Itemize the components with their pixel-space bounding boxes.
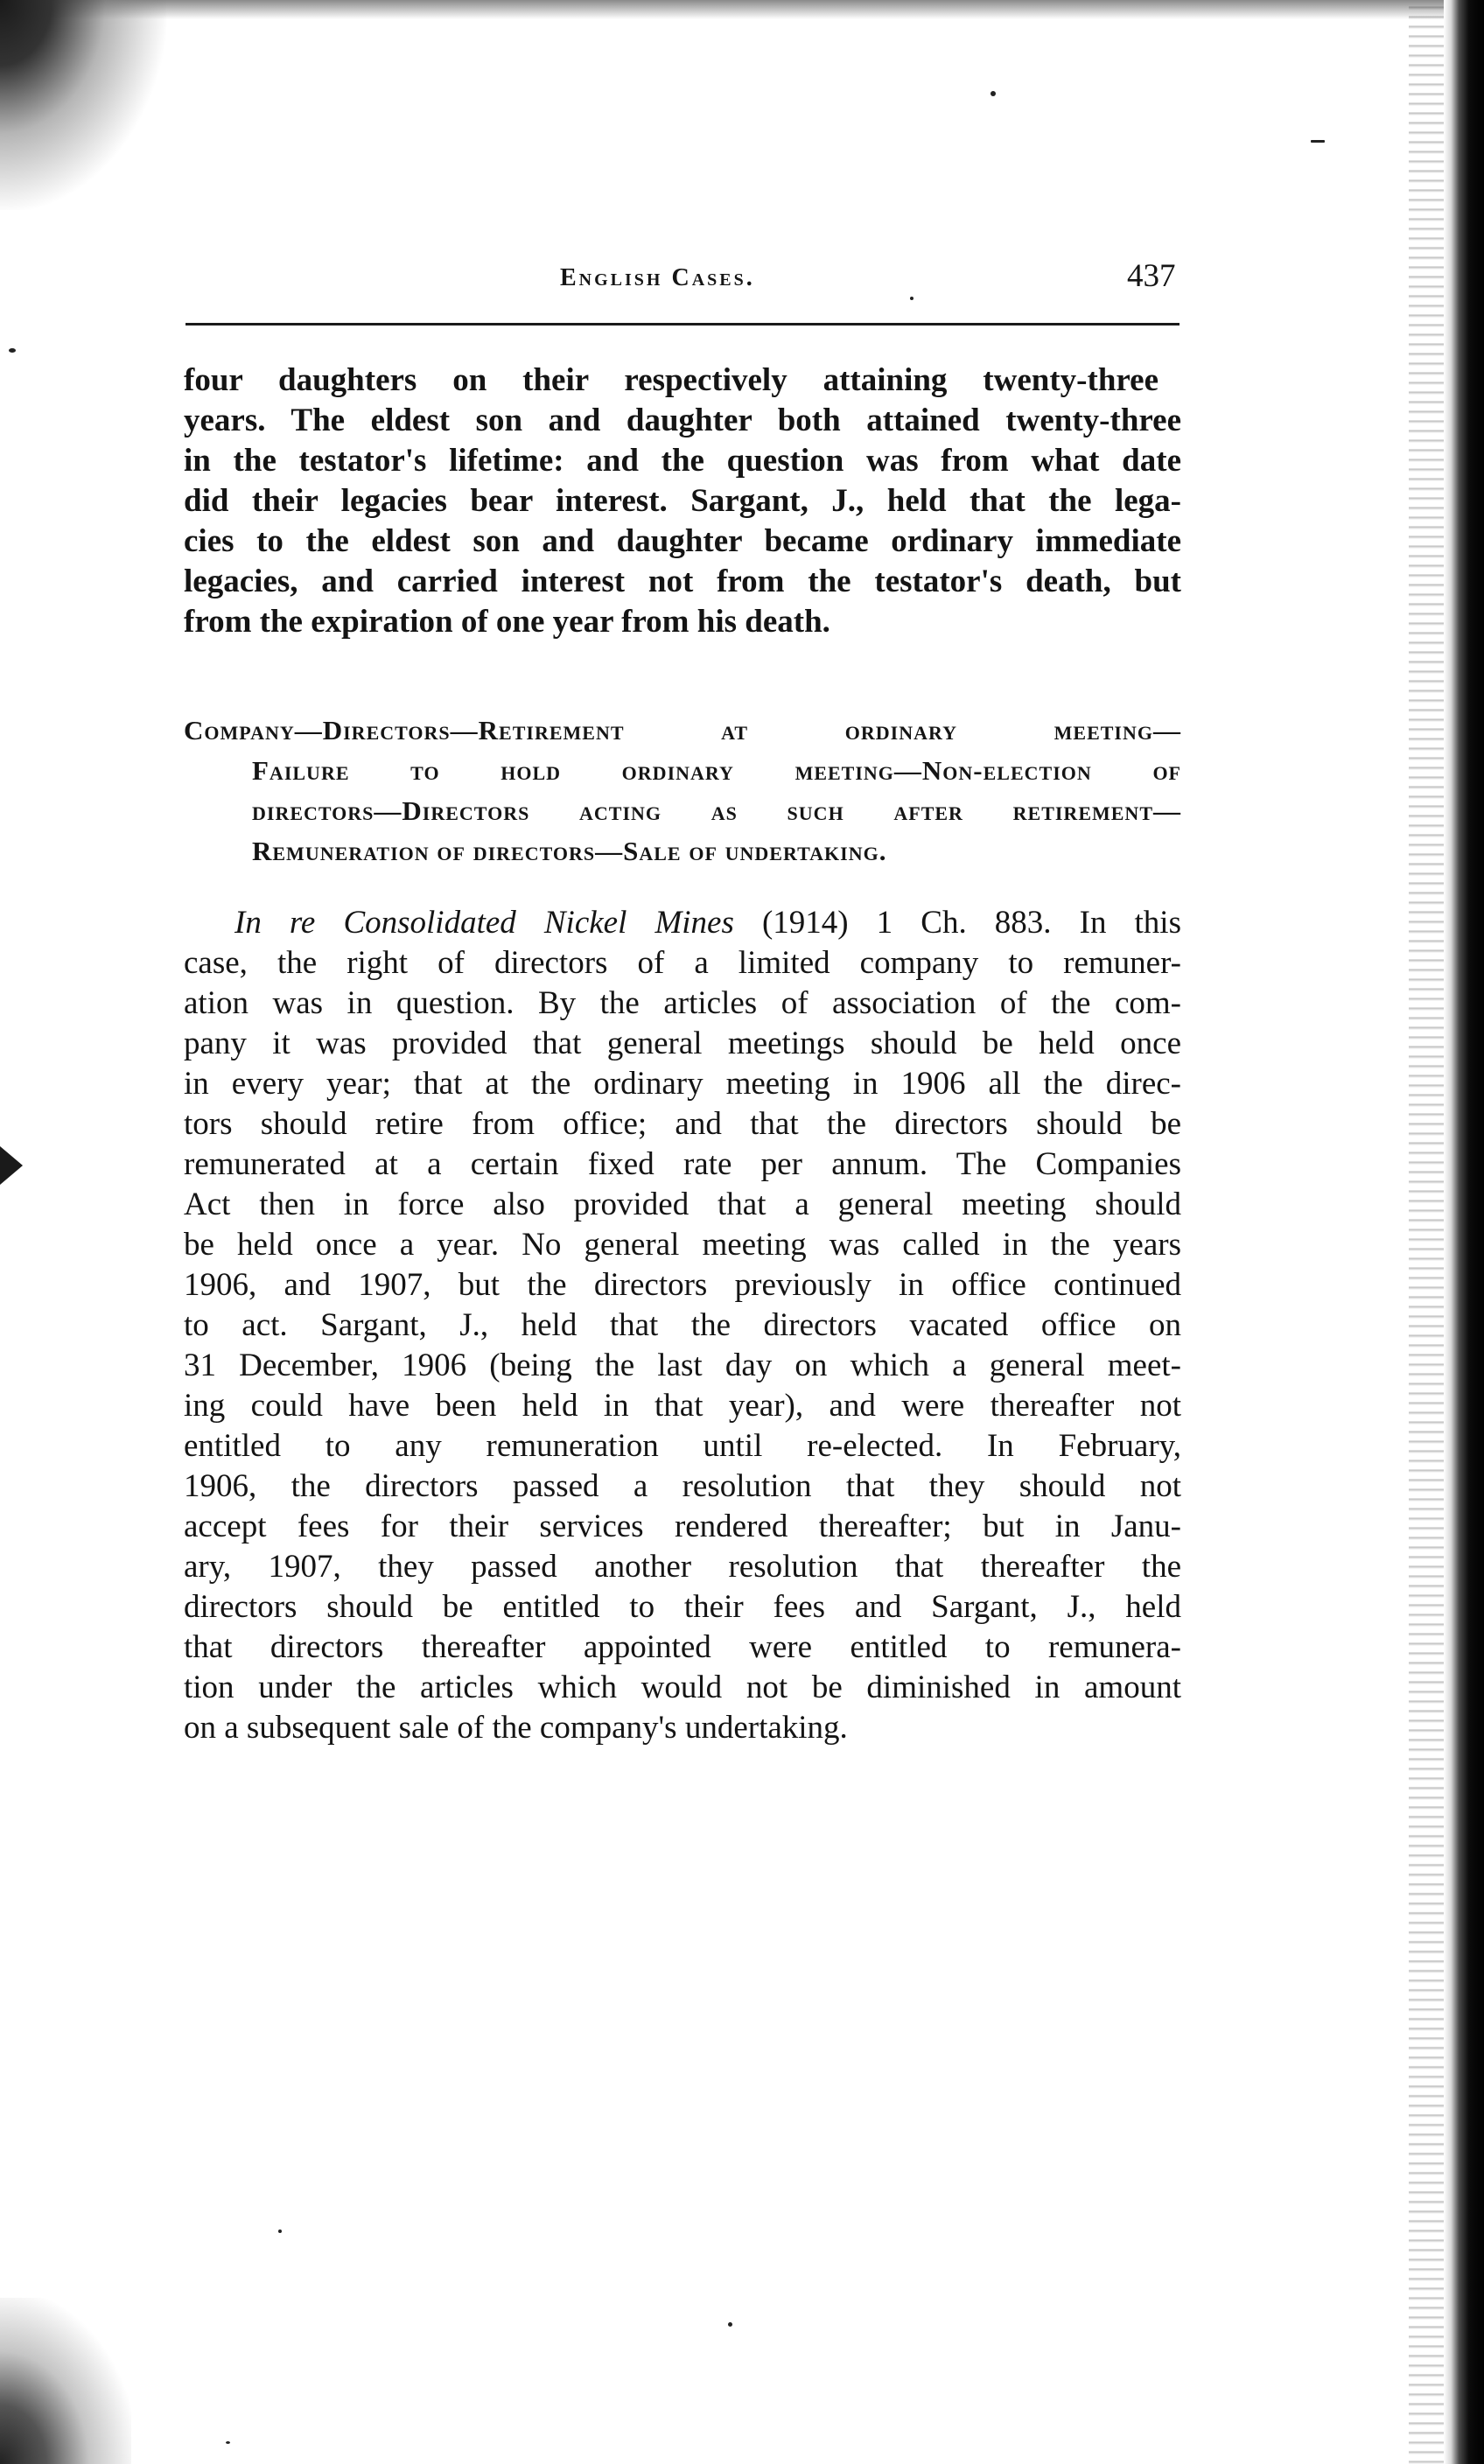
paragraph-line: that directors thereafter appointed were entitled to remunera- (184, 1629, 1181, 1665)
paragraph-line: tors should retire from office; and that the directors should be (184, 1106, 1181, 1142)
scan-corner-bottom-left (0, 2298, 131, 2464)
paragraph-line: 31 December, 1906 (being the last day on which a general meet- (184, 1348, 1181, 1383)
paragraph-line: ation was in question. By the articles of association of the com- (184, 985, 1181, 1021)
scan-top-edge (0, 0, 1484, 19)
paragraph-line: to act. Sargant, J., held that the directors vacated office on (184, 1307, 1181, 1343)
paragraph-line: tion under the articles which would not be diminished in amount (184, 1670, 1181, 1705)
case-citation: (1914) 1 Ch. 883. In this (733, 905, 1181, 941)
scan-speck (226, 2441, 230, 2444)
paragraph-line: remunerated at a certain fixed rate per annum. The Companies (184, 1146, 1181, 1182)
paragraph-line: be held once a year. No general meeting was called in the years (184, 1227, 1181, 1263)
page-number: 437 (1127, 258, 1176, 294)
scan-speck (1311, 140, 1325, 143)
paragraph-line: in every year; that at the ordinary meeting in 1906 all the direc- (184, 1066, 1181, 1102)
paragraph-line: directors should be entitled to their fees and Sargant, J., held (184, 1589, 1181, 1625)
paragraph-line: pany it was provided that general meetings should be held once (184, 1026, 1181, 1061)
paragraph-line: entitled to any remuneration until re-elected. In February, (184, 1428, 1181, 1464)
paragraph-line: four daughters on their respectively attaining twenty-three (184, 362, 1158, 398)
paragraph-line: from the expiration of one year from his death. (184, 604, 830, 640)
headnote-line: Company—Directors—Retirement at ordinary meeting— (184, 715, 1181, 746)
scan-speck (278, 2230, 282, 2233)
paragraph-line: 1906, and 1907, but the directors previously in office continued (184, 1267, 1181, 1303)
paragraph-line: ary, 1907, they passed another resolution that thereafter the (184, 1549, 1181, 1585)
paragraph-line: accept fees for their services rendered thereafter; but in Janu- (184, 1508, 1181, 1544)
paragraph-line: ing could have been held in that year), and were thereafter not (184, 1388, 1181, 1424)
paragraph-line: legacies, and carried interest not from the testator's death, but (184, 564, 1181, 599)
scan-speck (728, 2322, 732, 2327)
paragraph-line: Act then in force also provided that a general meeting should (184, 1186, 1181, 1222)
paragraph-line: 1906, the directors passed a resolution that they should not (184, 1468, 1181, 1504)
paragraph-line: years. The eldest son and daughter both attained twenty-three (184, 402, 1181, 438)
scan-left-notch (0, 1146, 23, 1185)
paragraph-line: in the testator's lifetime: and the question was from what date (184, 443, 1181, 479)
paragraph-first-line (234, 903, 1181, 943)
scan-speck (9, 348, 16, 353)
paragraph-line: cies to the eldest son and daughter became ordinary immediate (184, 523, 1181, 559)
paragraph-line: on a subsequent sale of the company's undertaking. (184, 1710, 848, 1746)
paragraph-line: case, the right of directors of a limited company to remuner- (184, 945, 1181, 981)
headnote-line: Failure to hold ordinary meeting—Non-election of (252, 755, 1181, 786)
scan-right-grain (1409, 0, 1444, 2464)
scan-speck (990, 91, 996, 96)
running-title: English Cases. (560, 264, 755, 291)
scan-right-edge (1444, 0, 1484, 2464)
paragraph-line: did their legacies bear interest. Sargant, J., held that the lega- (184, 483, 1181, 519)
header-rule (186, 323, 1180, 326)
scan-speck (910, 297, 914, 300)
scan-corner-top-left (0, 0, 166, 210)
headnote-line: directors—Directors acting as such after retirement— (252, 795, 1181, 826)
case-name: In re Consolidated Nickel Mines (234, 905, 734, 941)
headnote-line: Remuneration of directors—Sale of undertaking. (252, 836, 887, 866)
